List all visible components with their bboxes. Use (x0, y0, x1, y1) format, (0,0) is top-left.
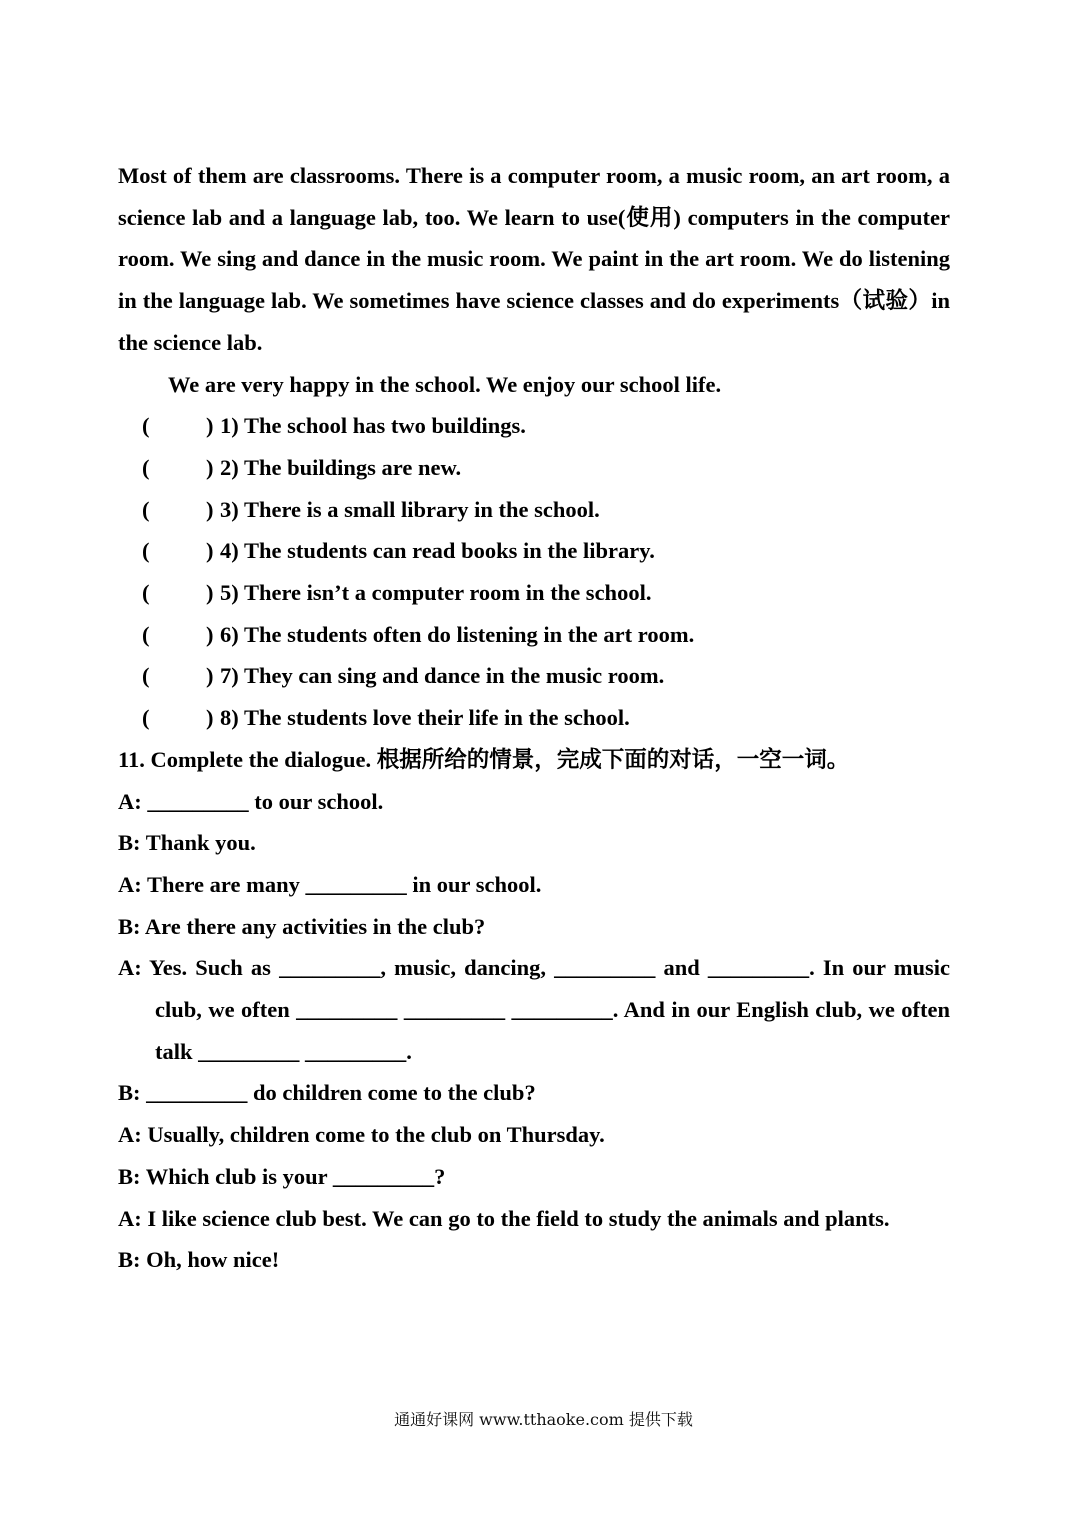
true-false-item (118, 572, 950, 614)
statement-text: 5) There isn’t a computer room in the school. (220, 580, 652, 606)
statement-text: 4) The students can read books in the library. (220, 538, 655, 564)
statement-text: 7) They can sing and dance in the music room. (220, 663, 665, 689)
answer-blank-close: ) (206, 454, 214, 480)
answer-blank-open: ( (142, 580, 150, 606)
true-false-list (118, 405, 950, 739)
answer-blank-close: ) (206, 705, 214, 731)
true-false-item (118, 697, 950, 739)
dialogue-line: B: Oh, how nice! (118, 1247, 280, 1273)
answer-blank-close: ) (206, 496, 214, 522)
statement-text: 8) The students love their life in the school. (220, 705, 630, 731)
true-false-item (118, 614, 950, 656)
section-11-heading: 11. Complete the dialogue. 根据所给的情景，完成下面的对话，一空一词。 (118, 746, 850, 772)
answer-blank-open: ( (142, 621, 150, 647)
dialogue-line: B: Thank you. (118, 830, 256, 856)
answer-blank-open: ( (142, 538, 150, 564)
true-false-item (118, 655, 950, 697)
dialogue-line: A: There are many _________ in our school. (118, 871, 542, 897)
answer-blank-close: ) (206, 663, 214, 689)
statement-text: 2) The buildings are new. (220, 454, 462, 480)
statement-text: 6) The students often do listening in the art room. (220, 621, 695, 647)
true-false-item (118, 405, 950, 447)
true-false-item (118, 489, 950, 531)
passage-closing-paragraph: We are very happy in the school. We enjoy our school life. (168, 371, 722, 397)
answer-blank-open: ( (142, 454, 150, 480)
answer-blank-close: ) (206, 621, 214, 647)
dialogue-line: B: _________ do children come to the club? (118, 1080, 536, 1106)
worksheet-page (118, 155, 950, 1281)
dialogue-line: A: _________ to our school. (118, 788, 384, 814)
dialogue (118, 781, 950, 1281)
dialogue-line: A: Usually, children come to the club on Thursday. (118, 1122, 605, 1148)
statement-text: 3) There is a small library in the school. (220, 496, 600, 522)
dialogue-line: B: Are there any activities in the club? (118, 913, 486, 939)
answer-blank-open: ( (142, 663, 150, 689)
page-footer: 通通好课网 www.tthaoke.com 提供下载 (394, 1410, 693, 1429)
dialogue-line: A: I like science club best. We can go to the field to study the animals and plants. (118, 1205, 890, 1231)
answer-blank-open: ( (142, 496, 150, 522)
true-false-item (118, 447, 950, 489)
dialogue-line: B: Which club is your _________? (118, 1163, 446, 1189)
dialogue-line: A: Yes. Such as _________, music, dancing, _________ and _________. In our music club, we often _________ _________ _________. And in our English club, we often talk _________ _________. (118, 955, 950, 1064)
answer-blank-open: ( (142, 705, 150, 731)
answer-blank-open: ( (142, 413, 150, 439)
answer-blank-close: ) (206, 413, 214, 439)
statement-text: 1) The school has two buildings. (220, 413, 526, 439)
passage-paragraph: Most of them are classrooms. There is a computer room, a music room, an art room, a science lab and a language lab, too. We learn to use(使用) computers in the computer room. We sing and dance in the music room. We paint in the art room. We do listening in the language lab. We sometimes have science classes and do experiments（试验）in the science lab. (118, 163, 950, 355)
answer-blank-close: ) (206, 538, 214, 564)
true-false-item (118, 530, 950, 572)
answer-blank-close: ) (206, 580, 214, 606)
